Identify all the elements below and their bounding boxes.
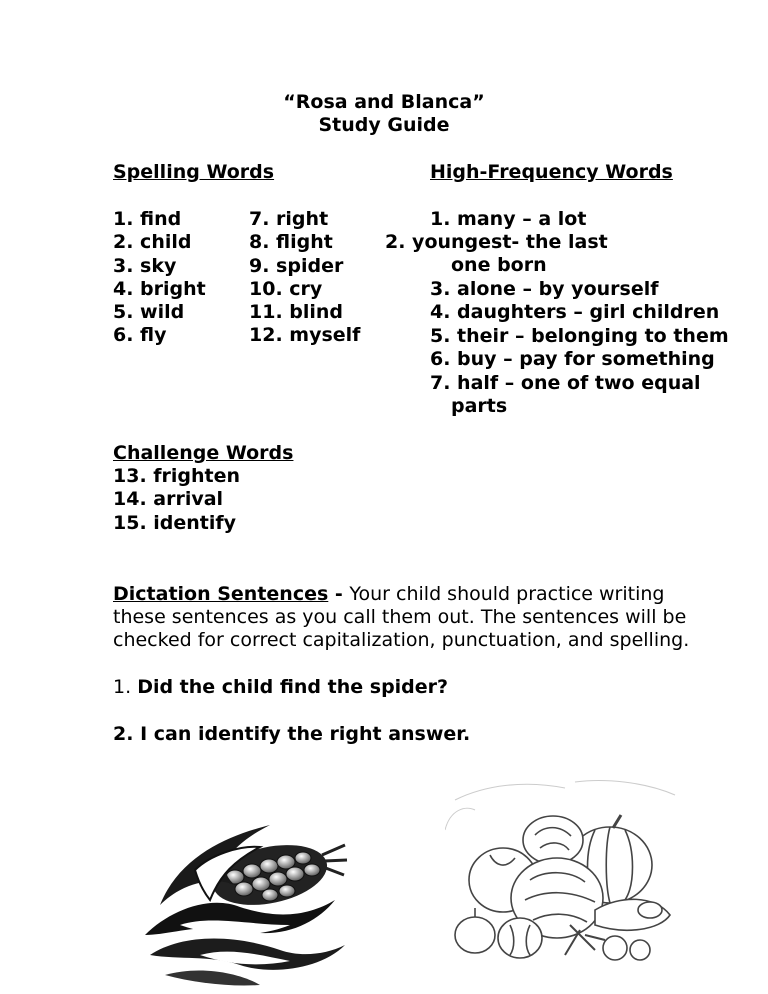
list-item: 14. arrival [113, 488, 224, 511]
list-item: 10. cry [249, 277, 323, 300]
spelling-list-col2 [249, 208, 360, 348]
spelling-list-col1 [113, 208, 206, 348]
list-item: 1. many – a lot [430, 208, 587, 230]
list-item: 7. right [249, 208, 329, 230]
list-item: 2. child [113, 231, 192, 254]
list-item: 7. half – one of two equal [430, 372, 701, 394]
sentence-number: 1. [113, 676, 132, 698]
vegetables-icon [445, 770, 685, 965]
dictation-intro-line [113, 583, 664, 606]
challenge-heading: Challenge Words [113, 442, 294, 464]
list-item: 4. daughters – girl children [430, 301, 720, 323]
dictation-heading: Dictation Sentences [113, 583, 329, 605]
list-item: 13. frighten [113, 465, 241, 487]
challenge-list [113, 465, 240, 535]
dictation-instructions-line: Your child should practice writing [349, 583, 665, 605]
list-item: 6. buy – pay for something [430, 348, 715, 370]
list-item-continuation: one born [451, 254, 547, 276]
dictation-instructions-line: these sentences as you call them out. The sentences will be [113, 606, 687, 628]
high-frequency-heading: High-Frequency Words [430, 161, 673, 183]
page-title: “Rosa and Blanca” [283, 91, 485, 113]
list-item: 1. find [113, 208, 182, 230]
list-item: 5. their – belonging to them [430, 325, 729, 347]
list-item: 2. youngest- the last [385, 231, 608, 253]
list-item: 15. identify [113, 511, 237, 534]
corn-icon [140, 815, 350, 990]
list-item: 5. wild [113, 301, 185, 324]
list-item: 4. bright [113, 277, 206, 300]
page-subtitle: Study Guide [318, 114, 450, 136]
list-item-continuation: parts [451, 395, 508, 417]
sentence-text: I can identify the right answer. [140, 723, 471, 745]
sentence-number: 2. [113, 723, 134, 745]
list-item: 8. flight [249, 231, 333, 254]
list-item: 3. alone – by yourself [430, 278, 659, 300]
list-item: 6. fly [113, 324, 167, 347]
sentence-text: Did the child find the spider? [137, 676, 449, 698]
list-item: 3. sky [113, 254, 177, 277]
spelling-heading: Spelling Words [113, 161, 275, 183]
list-item: 9. spider [249, 254, 344, 277]
list-item: 12. myself [249, 324, 361, 347]
dictation-sentence [113, 676, 448, 699]
list-item: 11. blind [249, 301, 344, 324]
dictation-separator: - [328, 583, 350, 605]
dictation-instructions-line: checked for correct capitalization, punctuation, and spelling. [113, 629, 690, 651]
dictation-sentence [113, 723, 470, 746]
